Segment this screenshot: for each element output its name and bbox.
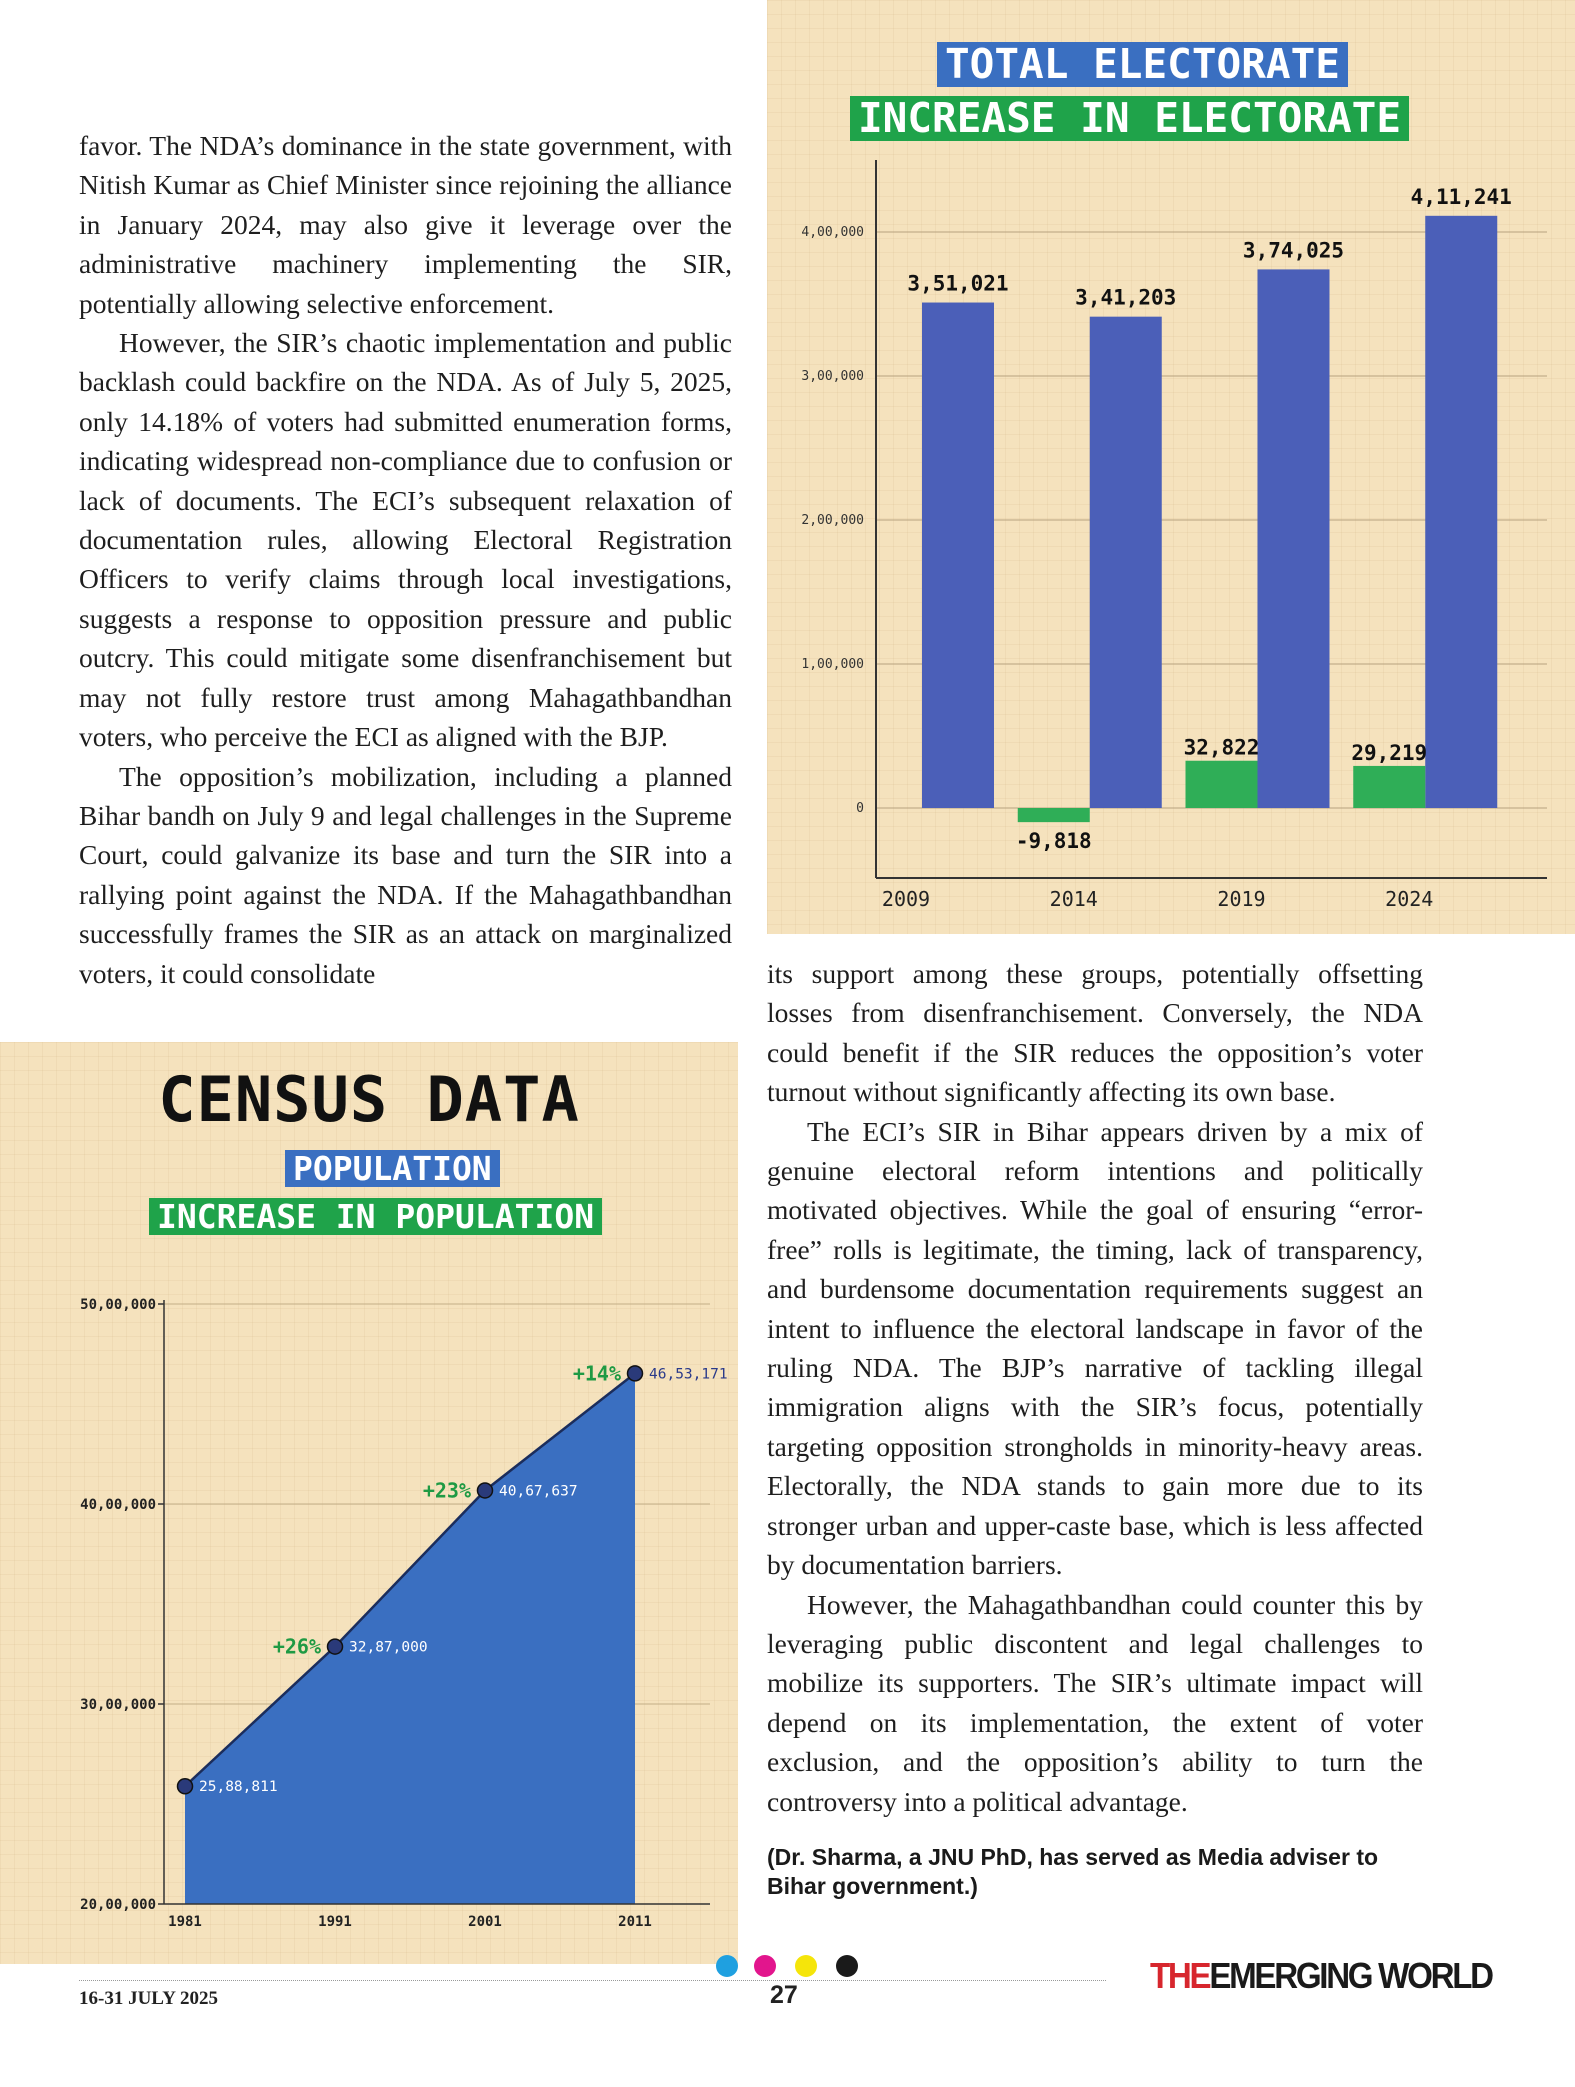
- bar-increase-electorate: [1018, 808, 1090, 822]
- registration-dot-black: [836, 1955, 858, 1977]
- data-point: [178, 1779, 193, 1794]
- x-tick-label: 2011: [618, 1914, 652, 1930]
- tag-population: POPULATION: [285, 1150, 500, 1187]
- y-tick-label: 2,00,000: [801, 513, 864, 528]
- chart-title-total-electorate: TOTAL ELECTORATE: [937, 42, 1348, 87]
- logo-the: THE: [1150, 1955, 1210, 1996]
- issue-date: 16-31 JULY 2025: [79, 1988, 218, 2009]
- chart-subtitle-increase-electorate: INCREASE IN ELECTORATE: [850, 96, 1409, 141]
- bar-value-label: 3,74,025: [1242, 238, 1345, 263]
- electorate-bar-chart: [767, 150, 1575, 930]
- page-number: 27: [770, 1981, 798, 2009]
- bar-value-label: 3,51,021: [907, 271, 1009, 296]
- bar-increase-electorate: [1186, 761, 1258, 808]
- paragraph: However, the SIR’s chaotic implementation and public backlash could backfire on the NDA. As of July 5, 2025, only 14.18% of voters had submitted enumeration forms, indicating widespread non-compliance due to confusion or lack of documents. The ECI’s subsequent relaxation of documentation rules, allowing Electoral Registration Officers to verify claims through local investigations, suggests a response to opposition pressure and public outcry. This could mitigate some disenfranchisement but may not fully restore trust among Mahagathbandhan voters, who perceive the ECI as aligned with the BJP.: [79, 327, 732, 753]
- census-chart-title: CENSUS DATA: [158, 1063, 580, 1136]
- y-tick-label: 4,00,000: [801, 225, 864, 240]
- author-byline: (Dr. Sharma, a JNU PhD, has served as Media adviser to Bihar government.): [767, 1844, 1379, 1899]
- data-value-label: 40,67,637: [499, 1483, 578, 1500]
- paragraph: The ECI’s SIR in Bihar appears driven by a mix of genuine electoral reform intentions and politically motivated objectives. While the goal of ensuring “error-free” rolls is legitimate, the timing, lack of transparency, and burdensome documentation requirements suggest an intent to influence the electoral landscape in favor of the ruling NDA. The BJP’s narrative of tackling illegal immigration aligns with the SIR’s focus, potentially targeting opposition strongholds in minority-heavy areas. Electorally, the NDA stands to gain more due to its stronger urban and upper-caste base, which is less affected by documentation barriers.: [767, 1115, 1423, 1581]
- x-tick-label: 2019: [1217, 887, 1266, 911]
- x-tick-label: 2001: [468, 1914, 502, 1930]
- paragraph: The opposition’s mobilization, including a planned Bihar bandh on July 9 and legal challenges in the Supreme Court, could galvanize its base and turn the SIR into a rallying point against the NDA. If the Mahagathbandhan successfully frames the SIR as an attack on marginalized voters, it could consolidate: [79, 760, 732, 989]
- y-tick-label: 0: [856, 801, 864, 816]
- x-tick-label: 2014: [1049, 887, 1098, 911]
- y-tick-label: 50,00,000: [80, 1297, 156, 1313]
- bar-total-electorate: [922, 303, 994, 808]
- y-tick-label: 40,00,000: [80, 1497, 156, 1513]
- y-tick-label: 1,00,000: [801, 657, 864, 672]
- article-column-left: [79, 126, 732, 993]
- bar-increase-label: 32,822: [1183, 735, 1260, 760]
- article-column-right: [767, 954, 1423, 1821]
- x-tick-label: 2009: [881, 887, 931, 911]
- registration-dot-magenta: [754, 1955, 776, 1977]
- x-tick-label: 2024: [1385, 887, 1434, 911]
- paragraph: favor. The NDA’s dominance in the state government, with Nitish Kumar as Chief Minister since rejoining the alliance in January 2024, may also give it leverage over the administrative machinery implementing the SIR, potentially allowing selective enforcement.: [79, 130, 732, 319]
- registration-dot-cyan: [716, 1955, 738, 1977]
- bar-increase-label: 29,219: [1351, 740, 1428, 765]
- logo-name: EMERGING WORLD: [1209, 1955, 1492, 1996]
- x-tick-label: 1981: [168, 1914, 202, 1930]
- census-area-chart: [0, 1280, 738, 1940]
- registration-dot-yellow: [795, 1955, 817, 1977]
- increase-percent-label: +23%: [422, 1478, 471, 1503]
- paragraph: However, the Mahagathbandhan could counter this by leveraging public discontent and legal challenges to mobilize its supporters. The SIR’s ultimate impact will depend on its implementation, the extent of voter exclusion, and the opposition’s ability to turn the controversy into a political advantage.: [767, 1588, 1423, 1817]
- x-tick-label: 1991: [318, 1914, 352, 1930]
- bar-increase-label: -9,818: [1015, 829, 1092, 854]
- tag-increase-population: INCREASE IN POPULATION: [149, 1198, 602, 1235]
- bar-value-label: 3,41,203: [1075, 285, 1177, 310]
- footer-rule: [79, 1980, 1106, 1981]
- data-point: [478, 1483, 493, 1498]
- data-value-label: 46,53,171: [649, 1366, 728, 1383]
- bar-total-electorate: [1090, 317, 1162, 808]
- bar-value-label: 4,11,241: [1410, 184, 1512, 209]
- y-tick-label: 20,00,000: [80, 1897, 156, 1913]
- data-value-label: 25,88,811: [199, 1779, 278, 1796]
- bar-total-electorate: [1425, 216, 1497, 808]
- data-point: [328, 1639, 343, 1654]
- publication-logo: [1150, 1955, 1492, 1997]
- data-point: [628, 1366, 643, 1381]
- y-tick-label: 3,00,000: [801, 369, 864, 384]
- increase-percent-label: +26%: [272, 1634, 321, 1659]
- bar-increase-electorate: [1353, 766, 1425, 808]
- paragraph: its support among these groups, potentially offsetting losses from disenfranchisement. Conversely, the NDA could benefit if the SIR reduces the opposition’s voter turnout without significantly affecting its own base.: [767, 958, 1423, 1108]
- y-tick-label: 30,00,000: [80, 1697, 156, 1713]
- bar-total-electorate: [1258, 269, 1330, 808]
- data-value-label: 32,87,000: [349, 1639, 428, 1656]
- increase-percent-label: +14%: [572, 1361, 621, 1386]
